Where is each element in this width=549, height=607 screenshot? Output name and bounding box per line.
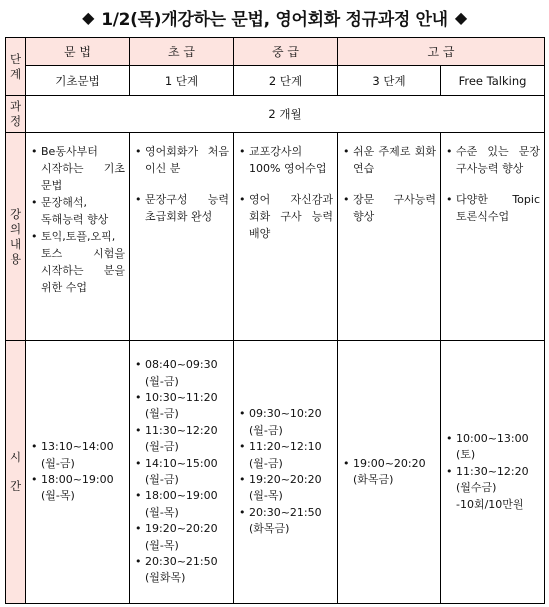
title-text: 1/2(목)개강하는 문법, 영어회화 정규과정 안내 bbox=[101, 9, 448, 30]
time-cell-level3 bbox=[338, 341, 441, 604]
row-label-content: 강 의 내 용 bbox=[6, 133, 26, 341]
content-item: • Be동사부터 시작하는 기초 문법 bbox=[30, 143, 125, 194]
page-title bbox=[0, 0, 549, 34]
content-item: • 교포강사의 100% 영어수업 bbox=[238, 143, 333, 177]
time-cell-grammar bbox=[26, 341, 130, 604]
level-cell: 기초문법 bbox=[26, 66, 130, 96]
level-row bbox=[6, 66, 545, 96]
header-row bbox=[6, 38, 545, 66]
content-cell-free-talking bbox=[441, 133, 545, 341]
content-item: • 다양한 Topic 토론식수업 bbox=[445, 191, 540, 225]
schedule-item: • 20:30~21:50 (화목금) bbox=[238, 505, 333, 538]
content-item: • 토익,토플,오픽, 토스 시험을 시작하는 분을 위한 수업 bbox=[30, 228, 125, 296]
content-item: • 영어 자신감과 회화 구사 능력 배양 bbox=[238, 191, 333, 242]
time-cell-level2 bbox=[234, 341, 338, 604]
content-item: • 문장구성 능력 초급회화 완성 bbox=[134, 191, 229, 225]
schedule-item: • 19:20~20:20 (월-목) bbox=[134, 521, 229, 554]
content-cell-level2 bbox=[234, 133, 338, 341]
time-row bbox=[6, 341, 545, 604]
content-item: • 장문 구사능력 향상 bbox=[342, 191, 436, 225]
content-item: • 영어회화가 처음 이신 분 bbox=[134, 143, 229, 177]
level-cell: Free Talking bbox=[441, 66, 545, 96]
diamond-icon-right: ◆ bbox=[454, 7, 467, 27]
schedule-item: • 11:20~12:10 (월-금) bbox=[238, 439, 333, 472]
schedule-item: • 18:00~19:00 (월-목) bbox=[30, 472, 125, 505]
level-cell: 3 단계 bbox=[338, 66, 441, 96]
schedule-item: • 18:00~19:00 (월-목) bbox=[134, 488, 229, 521]
diamond-icon-left: ◆ bbox=[82, 7, 95, 27]
schedule-item: • 09:30~10:20 (월-금) bbox=[238, 406, 333, 439]
row-label-course: 과 정 bbox=[6, 96, 26, 133]
content-item: • 수준 있는 문장 구사능력 향상 bbox=[445, 143, 540, 177]
level-cell: 2 단계 bbox=[234, 66, 338, 96]
header-beginner: 초 급 bbox=[130, 38, 234, 66]
content-item: • 쉬운 주제로 회화 연습 bbox=[342, 143, 436, 177]
schedule-item: • 11:30~12:20 (월수금) -10회/10만원 bbox=[445, 464, 540, 513]
content-cell-level1 bbox=[130, 133, 234, 341]
period-row bbox=[6, 96, 545, 133]
header-advanced: 고 급 bbox=[338, 38, 545, 66]
schedule-item: • 10:00~13:00 (토) bbox=[445, 431, 540, 464]
schedule-item: • 10:30~11:20 (월-금) bbox=[134, 390, 229, 423]
header-intermediate: 중 급 bbox=[234, 38, 338, 66]
row-label-time: 시 간 bbox=[6, 341, 26, 604]
content-item: • 문장해석, 독해능력 향상 bbox=[30, 194, 125, 228]
content-cell-level3 bbox=[338, 133, 441, 341]
schedule-item: • 13:10~14:00 (월-금) bbox=[30, 439, 125, 472]
course-table bbox=[5, 37, 545, 604]
content-row bbox=[6, 133, 545, 341]
level-cell: 1 단계 bbox=[130, 66, 234, 96]
time-cell-level1 bbox=[130, 341, 234, 604]
content-cell-grammar bbox=[26, 133, 130, 341]
schedule-item: • 19:00~20:20 (화목금) bbox=[342, 456, 436, 489]
time-cell-free-talking bbox=[441, 341, 545, 604]
schedule-item: • 11:30~12:20 (월-금) bbox=[134, 423, 229, 456]
schedule-item: • 19:20~20:20 (월-목) bbox=[238, 472, 333, 505]
course-period: 2 개월 bbox=[26, 96, 545, 133]
schedule-item: • 20:30~21:50 (월화목) bbox=[134, 554, 229, 587]
schedule-item: • 14:10~15:00 (월-금) bbox=[134, 456, 229, 489]
header-grammar: 문 법 bbox=[26, 38, 130, 66]
row-label-stage: 단 계 bbox=[6, 38, 26, 96]
schedule-item: • 08:40~09:30 (월-금) bbox=[134, 357, 229, 390]
